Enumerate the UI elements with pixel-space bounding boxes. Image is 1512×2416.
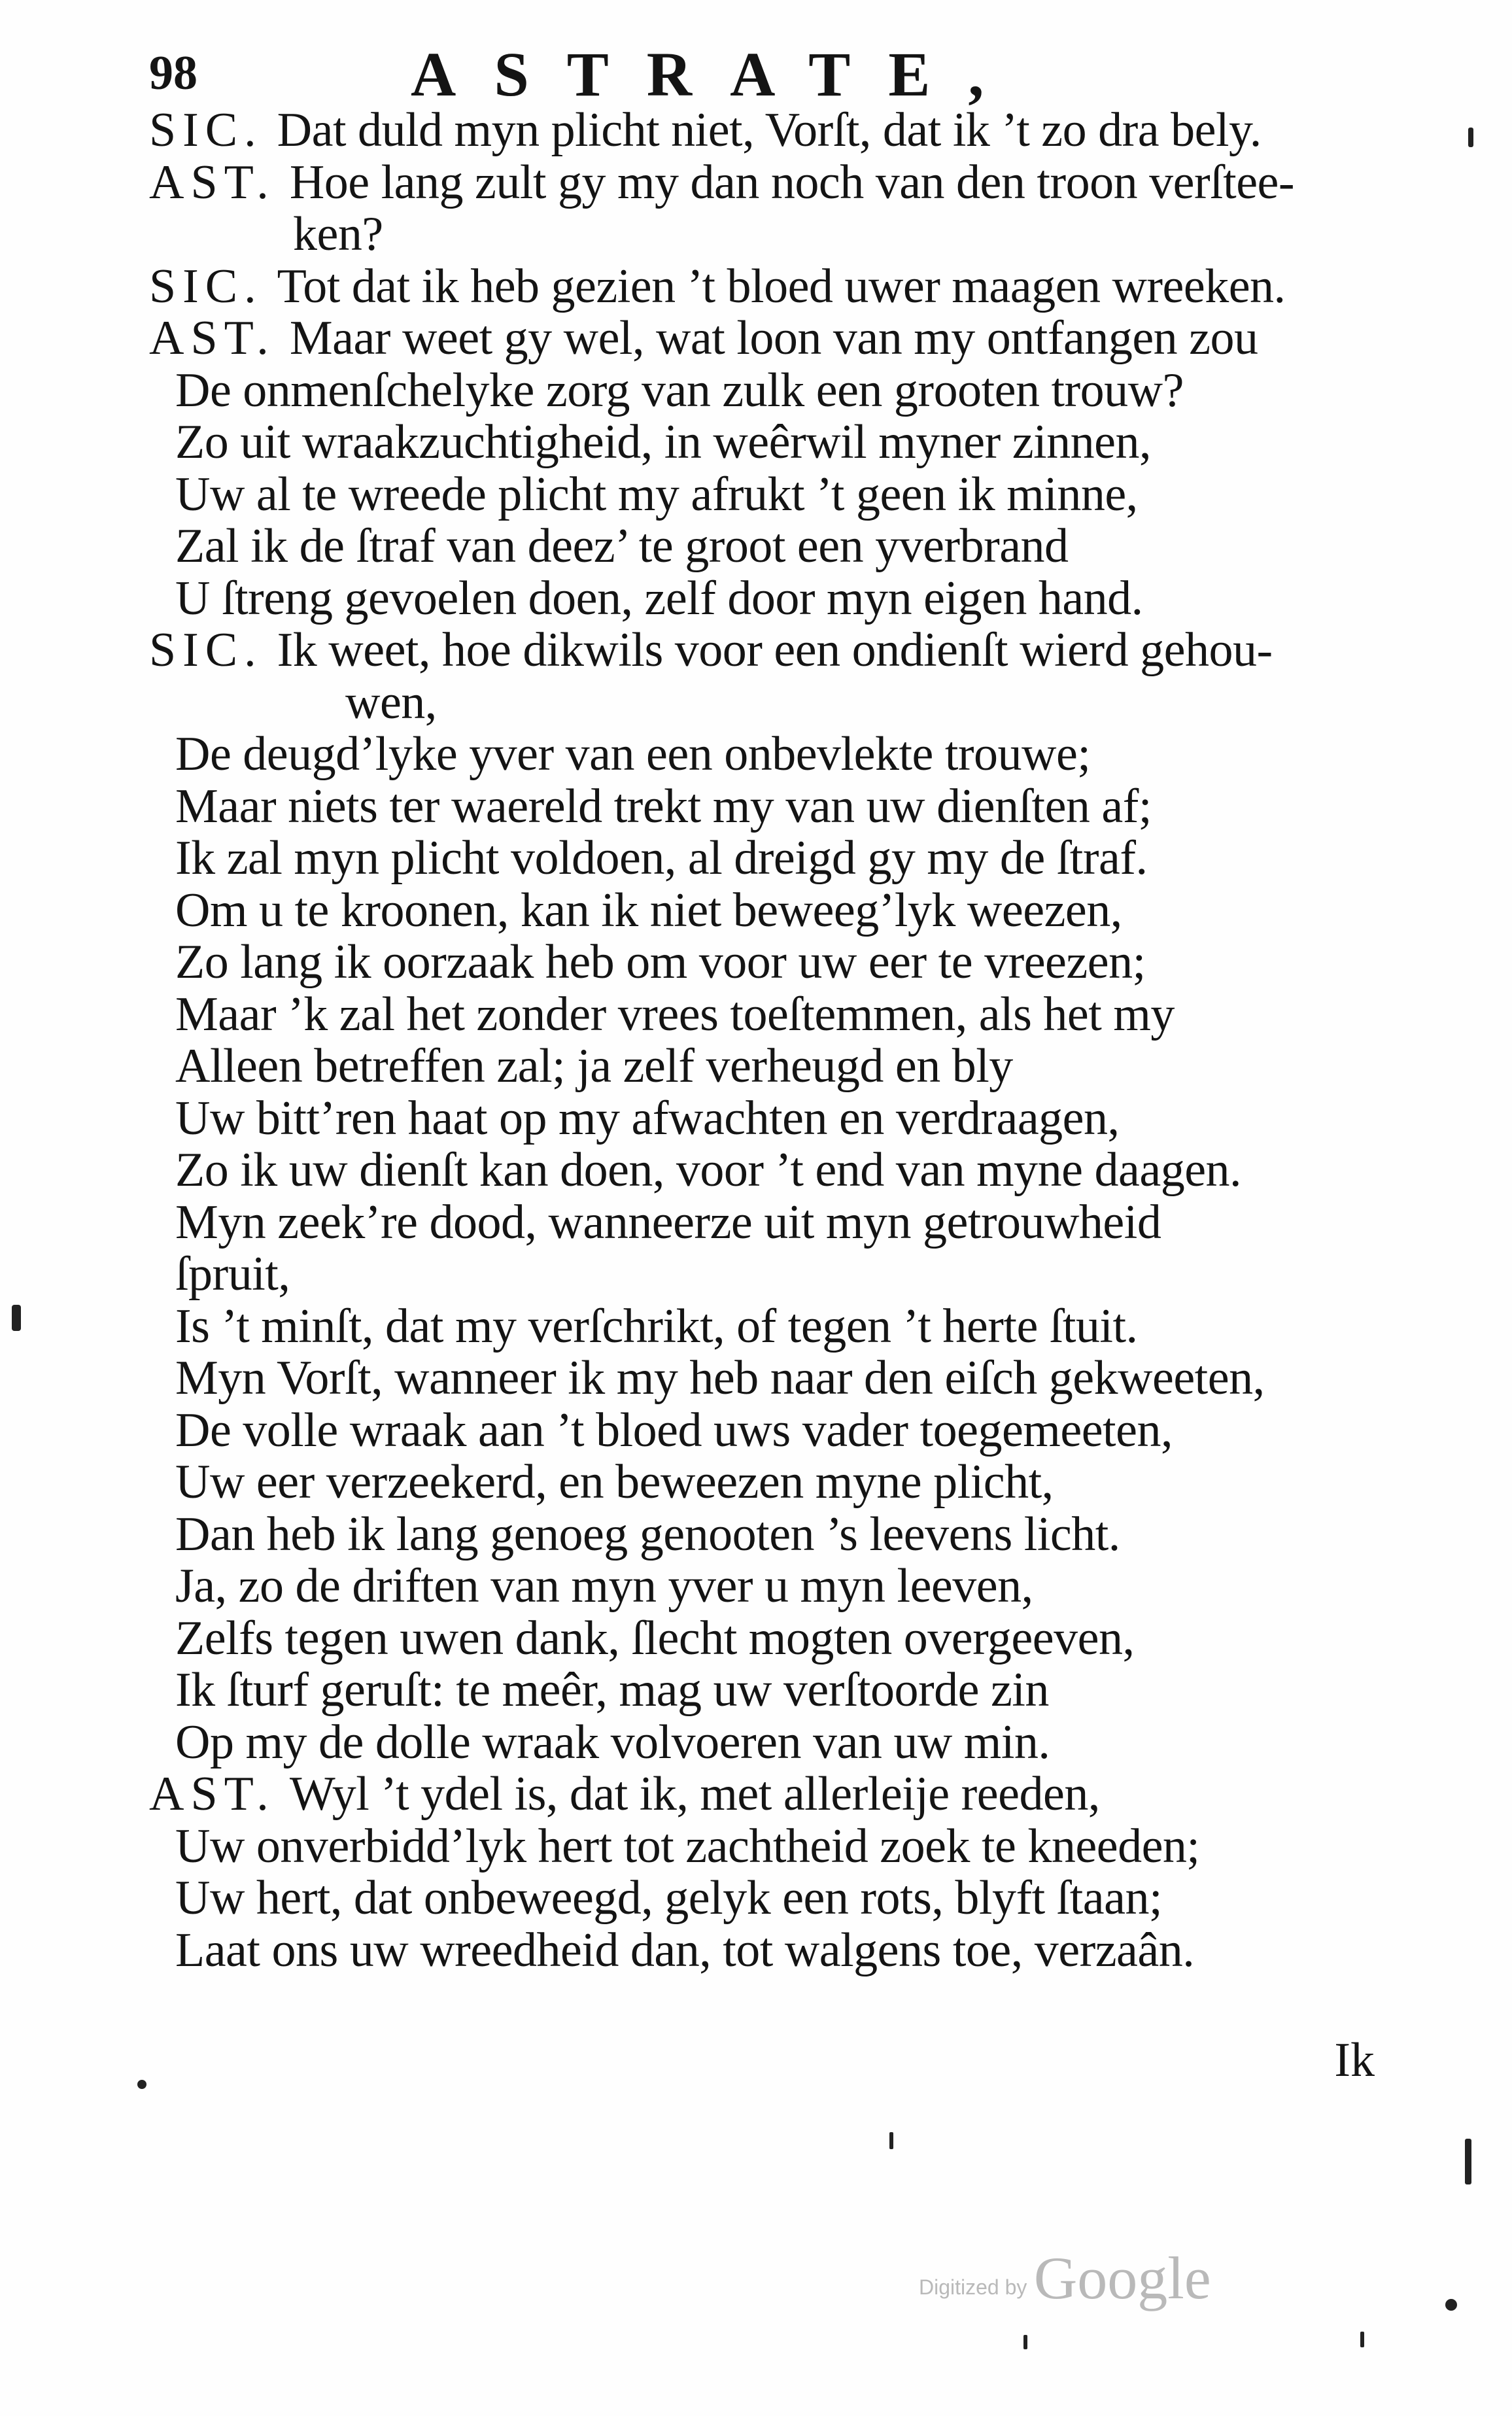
verse-text-line: Ik weet, hoe dikwils voor een ondienſt wierd gehou- (277, 623, 1273, 677)
verse-text-line: Maar weet gy wel, wat loon van my ontfangen zou (289, 311, 1258, 365)
ink-speck (1023, 2335, 1027, 2349)
verse-line (149, 1561, 1366, 1613)
watermark-digitized-by: Digitized by (919, 2275, 1027, 2299)
ink-speck (12, 1305, 21, 1331)
verse-text-line: Uw onverbidd’lyk hert tot zachtheid zoek te kneeden; (175, 1819, 1200, 1873)
verse-line (149, 1925, 1366, 1977)
speaker-label: SIC. (149, 623, 263, 677)
verse-text-line: Ik zal myn plicht voldoen, al dreigd gy my de ſtraf. (175, 831, 1148, 885)
verse-line (149, 521, 1366, 573)
verse-text-line: Uw bitt’ren haat op my afwachten en verdraagen, (175, 1091, 1120, 1145)
page-number: 98 (149, 46, 198, 100)
verse-line (149, 989, 1366, 1041)
verse-text-line: Op my de dolle wraak volvoeren van uw min. (175, 1715, 1050, 1769)
verse-line (149, 885, 1366, 937)
verse-text-line: Dat duld myn plicht niet, Vorſt, dat ik ’t zo dra bely. (277, 103, 1262, 157)
verse-line (149, 1301, 1366, 1353)
verse-line (149, 105, 1366, 157)
ink-speck (137, 2080, 146, 2089)
verse-line (149, 1353, 1366, 1405)
google-logo: Google (1033, 2245, 1211, 2311)
verse-text-line: Maar niets ter waereld trekt my van uw dienſten af; (175, 779, 1152, 833)
verse-text-line: Zal ik de ſtraf van deez’ te groot een yverbrand (175, 519, 1069, 573)
verse-line (149, 1249, 1366, 1301)
verse-line (149, 1821, 1366, 1873)
ink-speck (1445, 2299, 1457, 2311)
ink-speck (1468, 128, 1473, 147)
catchword: Ik (1334, 2033, 1375, 2087)
speaker-label: AST. (149, 311, 275, 365)
verse-line (149, 469, 1366, 521)
verse-line (149, 417, 1366, 469)
running-title: ASTRATE, (411, 39, 1022, 109)
verse-text-line: Zo lang ik oorzaak heb om voor uw eer te vreezen; (175, 935, 1146, 989)
verse-line (149, 937, 1366, 989)
verse-text-line: Tot dat ik heb gezien ’t bloed uwer maagen wreeken. (277, 259, 1286, 313)
page-header (149, 33, 1392, 111)
google-watermark (919, 2243, 1211, 2313)
verse-text-line: De deugd’lyke yver van een onbevlekte trouwe; (175, 727, 1091, 781)
verse-text-line: Is ’t minſt, dat my verſchrikt, of tegen ’t herte ſtuit. (175, 1299, 1138, 1353)
verse-text-line: Myn Vorſt, wanneer ik my heb naar den eiſch gekweeten, (175, 1351, 1265, 1405)
verse-text-line: Zo uit wraakzuchtigheid, in weêrwil myner zinnen, (175, 415, 1151, 469)
verse-text-line: Hoe lang zult gy my dan noch van den troon verſtee- (289, 155, 1295, 209)
verse-text-line: wen, (345, 675, 437, 729)
verse-text-line: Uw eer verzeekerd, en beweezen myne plicht, (175, 1455, 1054, 1509)
ink-speck (1465, 2139, 1471, 2184)
verse-text-line: ſpruit, (175, 1247, 290, 1301)
verse-text-line: De onmenſchelyke zorg van zulk een grooten trouw? (175, 363, 1184, 417)
verse-line (149, 833, 1366, 885)
verse-line (149, 365, 1366, 417)
verse-line (149, 1093, 1366, 1145)
speaker-label: AST. (149, 155, 275, 209)
verse-line (149, 313, 1366, 365)
speaker-label: SIC. (149, 103, 263, 157)
verse-text-line: U ſtreng gevoelen doen, zelf door myn eigen hand. (175, 571, 1143, 625)
verse-text-line: Wyl ’t ydel is, dat ik, met allerleije reeden, (289, 1767, 1100, 1821)
speaker-label: SIC. (149, 259, 263, 313)
verse-text-line: Laat ons uw wreedheid dan, tot walgens toe, verzaân. (175, 1923, 1195, 1977)
verse-line (149, 573, 1366, 625)
speaker-label: AST. (149, 1767, 275, 1821)
verse-text (149, 105, 1366, 1976)
verse-line (149, 1405, 1366, 1457)
verse-line (149, 261, 1366, 313)
verse-text-line: Ik ſturf geruſt: te meêr, mag uw verſtoorde zin (175, 1663, 1049, 1717)
verse-line (149, 1872, 1366, 1925)
ink-speck (889, 2132, 893, 2149)
verse-text-line: ken? (293, 207, 383, 261)
verse-line (149, 1509, 1366, 1561)
verse-text-line: Zelfs tegen uwen dank, ſlecht mogten overgeeven, (175, 1611, 1135, 1665)
verse-line (149, 781, 1366, 833)
verse-text-line: De volle wraak aan ’t bloed uws vader toegemeeten, (175, 1403, 1173, 1457)
ink-speck (1360, 2332, 1364, 2347)
verse-text-line: Zo ik uw dienſt kan doen, voor ’t end van myne daagen. (175, 1143, 1242, 1197)
verse-text-line: Uw al te wreede plicht my afrukt ’t geen ik minne, (175, 467, 1138, 521)
verse-line (149, 1613, 1366, 1665)
verse-line (149, 1197, 1366, 1249)
verse-text-line: Maar ’k zal het zonder vrees toeſtemmen, als het my (175, 987, 1175, 1041)
verse-text-line: Ja, zo de driften van myn yver u myn leeven, (175, 1559, 1033, 1613)
verse-line (149, 1769, 1366, 1821)
verse-line (149, 677, 1366, 729)
verse-line (149, 1041, 1366, 1093)
verse-text-line: Uw hert, dat onbeweegd, gelyk een rots, blyft ſtaan; (175, 1871, 1163, 1925)
verse-line (149, 1717, 1366, 1769)
verse-line (149, 625, 1366, 677)
verse-text-line: Om u te kroonen, kan ik niet beweeg’lyk weezen, (175, 883, 1122, 937)
verse-line (149, 1457, 1366, 1509)
verse-line (149, 209, 1366, 261)
verse-text-line: Myn zeek’re dood, wanneerze uit myn getrouwheid (175, 1195, 1161, 1249)
verse-line (149, 157, 1366, 209)
verse-text-line: Alleen betreffen zal; ja zelf verheugd en bly (175, 1039, 1013, 1093)
verse-line (149, 729, 1366, 781)
verse-text-line: Dan heb ik lang genoeg genooten ’s leevens licht. (175, 1507, 1120, 1561)
verse-line (149, 1665, 1366, 1717)
verse-line (149, 1145, 1366, 1197)
